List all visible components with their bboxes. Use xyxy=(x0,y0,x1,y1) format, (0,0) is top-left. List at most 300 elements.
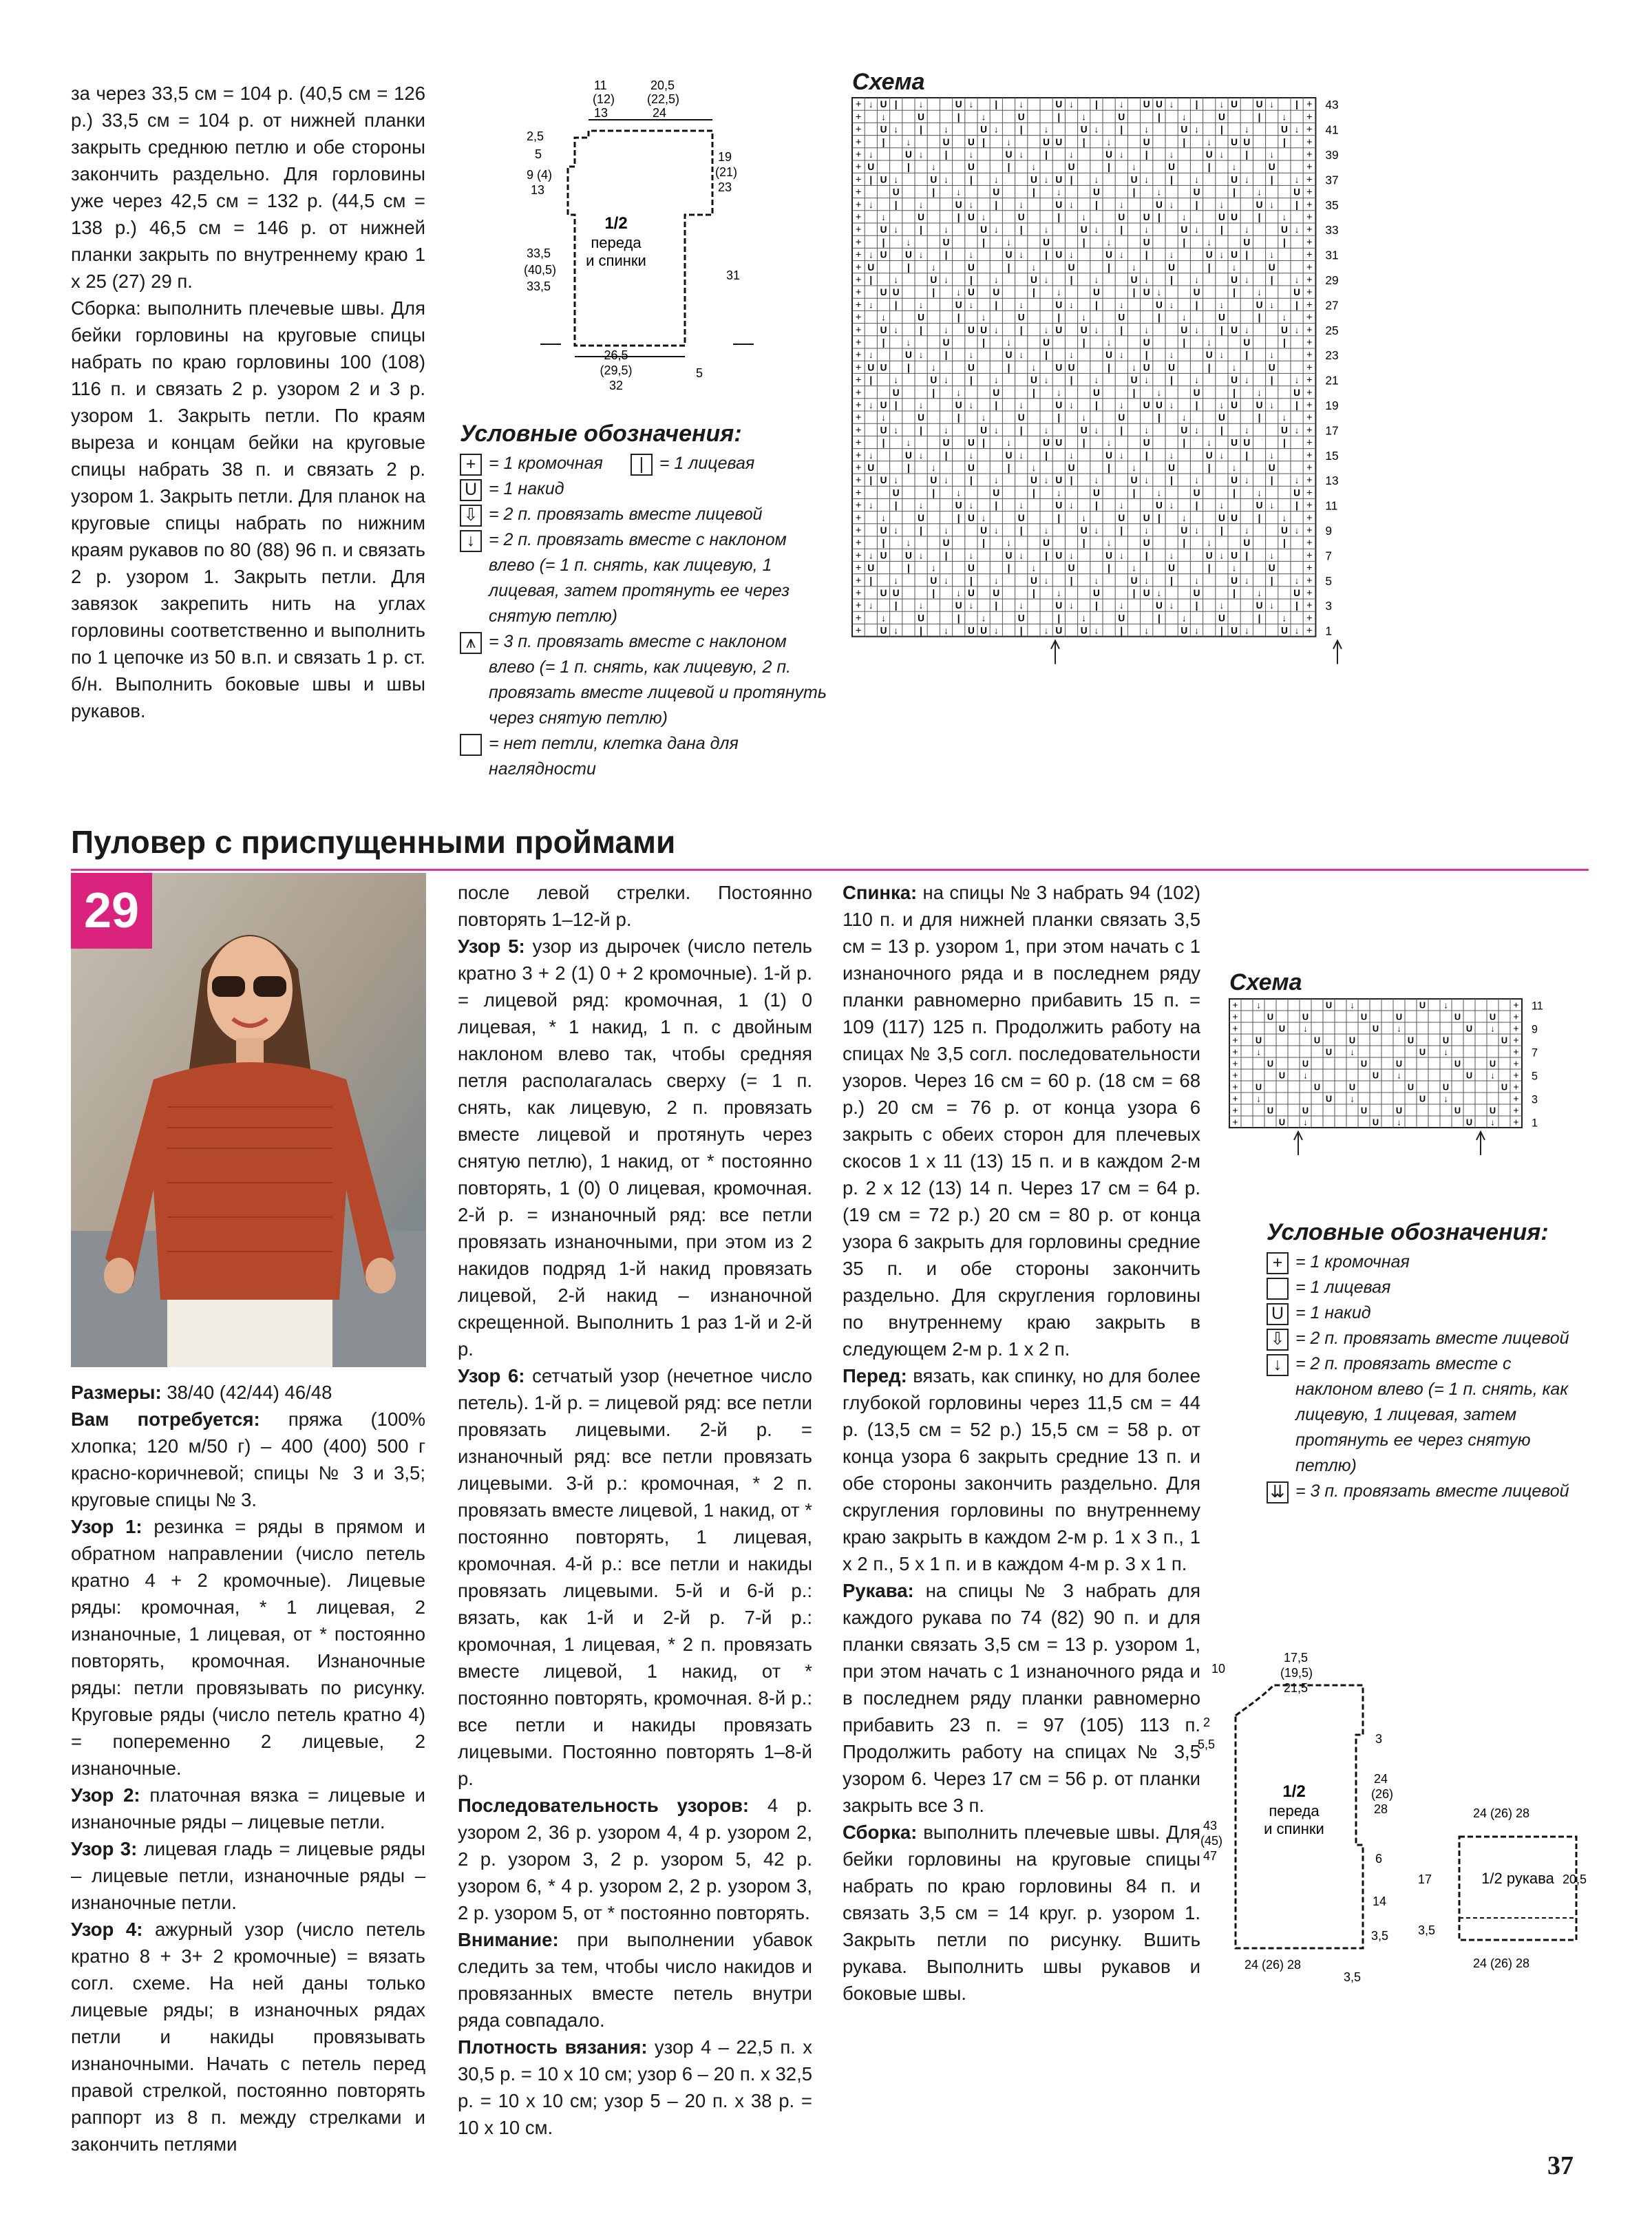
stitch-symbol: U xyxy=(1231,174,1238,185)
stitch-symbol: ↓ xyxy=(1094,525,1099,536)
stitch-symbol: U xyxy=(904,450,912,461)
stitch-symbol: ↓ xyxy=(931,562,936,573)
stitch-symbol: ↓ xyxy=(1056,487,1061,498)
stitch-symbol: | xyxy=(1245,550,1249,561)
dim-label: 24 xyxy=(1374,1772,1388,1786)
stitch-symbol: | xyxy=(1295,500,1299,511)
stitch-symbol: | xyxy=(1282,136,1286,147)
piece-label: переда xyxy=(1269,1802,1320,1819)
stitch-symbol: | xyxy=(1258,613,1261,624)
stitch-symbol: ↓ xyxy=(931,262,936,273)
stitch-symbol: ↓ xyxy=(944,124,949,135)
edge-stitch-symbol: + xyxy=(855,500,862,511)
legend-text: = 1 кромочная xyxy=(1295,1252,1410,1271)
stitch-symbol: U xyxy=(1231,249,1238,260)
stitch-symbol: | xyxy=(1258,512,1261,523)
stitch-symbol: ↓ xyxy=(944,525,949,536)
stitch-symbol: U xyxy=(1231,399,1238,410)
stitch-symbol: U xyxy=(1193,287,1200,298)
stitch-symbol: ↓ xyxy=(1069,399,1074,410)
stitch-symbol: U xyxy=(993,387,1000,398)
stitch-symbol: U xyxy=(1168,362,1176,373)
edge-stitch-symbol: + xyxy=(1513,1023,1519,1034)
stitch-symbol: U xyxy=(967,362,975,373)
stitch-symbol: ↓ xyxy=(1081,211,1087,222)
dim-label: 21,5 xyxy=(1284,1681,1309,1695)
edge-stitch-symbol: + xyxy=(1306,237,1313,249)
stitch-symbol: | xyxy=(932,287,935,298)
dim-label: 43 xyxy=(1203,1819,1218,1833)
stitch-symbol: | xyxy=(1057,211,1061,222)
dim-label: 20,5 xyxy=(1563,1872,1587,1886)
stitch-symbol: U xyxy=(1043,237,1050,248)
stitch-symbol: ↓ xyxy=(944,274,949,285)
stitch-symbol: U xyxy=(1231,99,1238,110)
dim-label: 5,5 xyxy=(1198,1738,1216,1751)
stitch-symbol: | xyxy=(1082,136,1086,147)
stitch-symbol: ↓ xyxy=(893,475,899,486)
stitch-symbol: U xyxy=(1030,174,1037,185)
stitch-symbol: ↓ xyxy=(1081,312,1087,323)
stitch-symbol: U xyxy=(993,187,1000,198)
stitch-symbol: | xyxy=(1145,550,1148,561)
stitch-symbol: U xyxy=(1180,525,1188,536)
stitch-symbol: ↓ xyxy=(918,550,924,561)
stitch-symbol: U xyxy=(1143,399,1150,410)
edge-stitch-symbol: + xyxy=(855,538,862,549)
edge-stitch-symbol: + xyxy=(1306,425,1313,436)
stitch-symbol: U xyxy=(1255,1081,1262,1093)
edge-stitch-symbol: + xyxy=(855,299,862,311)
stitch-symbol: | xyxy=(907,162,910,173)
paragraph-body: выполнить плечевые швы. Для бейки горловины на круговые спицы набрать по краю горловины 84 п. и связать 3,5 см = 14 круг. р. узором 1. Закрыть петли по рисунку. Вшить рукава. Выполнить швы рукавов и боковые швы. xyxy=(843,1822,1200,2004)
dim-label: 32 xyxy=(608,379,624,392)
row-number: 9 xyxy=(1532,1023,1538,1036)
edge-stitch-icon: + xyxy=(1267,1252,1289,1274)
legend-text: = 3 п. провязать вместе с наклоном влево (= 1 п. снять, как лицевую, 2 п. провязать вместе лицевой и протянуть через снятую петлю) xyxy=(489,632,827,728)
stitch-symbol: ↓ xyxy=(1231,362,1237,373)
stitch-symbol: U xyxy=(1143,538,1150,549)
stitch-symbol: ↓ xyxy=(1269,99,1275,110)
stitch-symbol: U xyxy=(1017,312,1025,323)
stitch-symbol: U xyxy=(967,162,975,173)
dim-label: 10 xyxy=(1211,1662,1226,1676)
stitch-symbol: ↓ xyxy=(1269,299,1275,310)
knit-icon: | xyxy=(631,454,653,476)
stitch-symbol: ↓ xyxy=(1069,350,1074,361)
stitch-symbol: U xyxy=(1501,1035,1508,1046)
stitch-symbol: ↓ xyxy=(993,224,999,235)
stitch-symbol: | xyxy=(982,136,986,147)
stitch-symbol: ↓ xyxy=(1169,600,1174,611)
edge-stitch-symbol: + xyxy=(1306,587,1313,599)
stitch-symbol: U xyxy=(1256,199,1263,210)
stitch-symbol: ↓ xyxy=(944,324,949,335)
stitch-symbol: U xyxy=(1231,136,1238,147)
dim-label: 2 xyxy=(1203,1716,1211,1729)
chart-bottom-grid xyxy=(1229,999,1587,1157)
stitch-symbol: | xyxy=(1108,562,1111,573)
row-number: 27 xyxy=(1325,298,1339,313)
dim-label: 26,5 xyxy=(604,348,628,362)
stitch-symbol: ↓ xyxy=(993,124,999,135)
dim-label: 14 xyxy=(1373,1895,1387,1908)
stitch-symbol: U xyxy=(955,500,962,511)
stitch-symbol: ↓ xyxy=(881,613,886,624)
edge-stitch-symbol: + xyxy=(855,550,862,562)
pattern-number-badge: 29 xyxy=(71,873,152,949)
paragraph-lead: Плотность вязания: xyxy=(458,2036,648,2058)
stitch-symbol: U xyxy=(1280,324,1288,335)
stitch-symbol: | xyxy=(957,312,960,323)
edge-stitch-symbol: + xyxy=(855,174,862,186)
stitch-symbol: ↓ xyxy=(1019,149,1024,160)
stitch-symbol: U xyxy=(1256,399,1263,410)
stitch-symbol: ↓ xyxy=(1069,550,1074,561)
stitch-symbol: ↓ xyxy=(1044,324,1049,335)
stitch-symbol: | xyxy=(1157,112,1161,123)
stitch-symbol: | xyxy=(1082,437,1086,448)
text-column-left xyxy=(71,1379,425,2157)
row-number: 11 xyxy=(1325,498,1338,513)
dim-label: 33,5 xyxy=(527,246,551,260)
stitch-symbol: ↓ xyxy=(1294,224,1300,235)
stitch-symbol: U xyxy=(1130,174,1138,185)
row-number: 33 xyxy=(1325,223,1339,238)
stitch-symbol: | xyxy=(907,262,910,273)
stitch-symbol: ↓ xyxy=(1006,437,1011,448)
edge-stitch-symbol: + xyxy=(1513,1011,1519,1022)
stitch-symbol: | xyxy=(907,562,910,573)
ssk-icon: ↓ xyxy=(1267,1354,1289,1376)
stitch-symbol: U xyxy=(1180,425,1188,436)
stitch-symbol: U xyxy=(1168,162,1176,173)
stitch-symbol: ↓ xyxy=(1490,1117,1495,1128)
stitch-symbol: U xyxy=(880,525,887,536)
stitch-symbol: ↓ xyxy=(981,613,986,624)
stitch-symbol: | xyxy=(1019,324,1023,335)
stitch-symbol: U xyxy=(993,287,1000,298)
paragraph-body: вязать, как спинку, но для более глубокой горловины через 11,5 см = 44 р. (13,5 см = 52 р.) 15,5 см = 58 р. от конца узора 6 закрыть средние 13 п. и обе стороны закончить раздельно. Для скругления горловины по внутреннему краю закрыть в каждом 2-м р. 1 х 3 п., 1 х 2 п., 5 х 1 п. и в каждом 4-м р. 3 х 1 п. xyxy=(843,1365,1200,1574)
stitch-symbol: | xyxy=(995,199,998,210)
stitch-symbol: ↓ xyxy=(1269,450,1275,461)
stitch-symbol: | xyxy=(907,362,910,373)
stitch-symbol: U xyxy=(1055,99,1063,110)
stitch-symbol: ↓ xyxy=(1169,299,1174,310)
stitch-symbol: U xyxy=(1043,337,1050,348)
stitch-symbol: | xyxy=(944,149,948,160)
paragraph-lead: Последовательность узоров: xyxy=(458,1795,750,1816)
stitch-symbol: ↓ xyxy=(993,625,999,636)
stitch-symbol: | xyxy=(944,249,948,260)
schematic-half-front-back xyxy=(506,77,767,408)
stitch-symbol: ↓ xyxy=(1156,487,1162,498)
paragraph xyxy=(458,1792,812,1926)
row-number: 23 xyxy=(1325,348,1339,363)
legend-text: = нет петли, клетка дана для наглядности xyxy=(489,734,739,779)
edge-stitch-symbol: + xyxy=(1513,1105,1519,1116)
stitch-symbol: | xyxy=(1295,99,1299,110)
stitch-symbol: ↓ xyxy=(1350,1093,1355,1104)
edge-stitch-symbol: + xyxy=(855,249,862,261)
stitch-symbol: ↓ xyxy=(918,600,924,611)
stitch-symbol: ↓ xyxy=(1069,199,1074,210)
stitch-symbol: ↓ xyxy=(1303,1023,1308,1034)
stitch-symbol: ↓ xyxy=(1144,274,1150,285)
stitch-symbol: ↓ xyxy=(1244,224,1249,235)
paragraph-lead: Рукава: xyxy=(843,1580,914,1601)
stitch-symbol: ↓ xyxy=(1244,425,1249,436)
stitch-symbol: U xyxy=(1325,1093,1333,1104)
stitch-symbol: U xyxy=(1005,149,1013,160)
edge-stitch-symbol: + xyxy=(1232,1105,1238,1116)
edge-stitch-symbol: + xyxy=(1306,374,1313,386)
edge-stitch-symbol: + xyxy=(1232,1070,1238,1081)
row-number: 31 xyxy=(1325,248,1339,262)
stitch-symbol: ↓ xyxy=(1019,600,1024,611)
stitch-symbol: U xyxy=(867,562,875,573)
dim-label: 3,5 xyxy=(1418,1923,1436,1937)
stitch-symbol: U xyxy=(1055,550,1063,561)
paragraph-body: узор из дырочек (число петель кратно 3 + 2 (1) 0 + 2 кромочные). 1-й р. = лицевой ряд: кромочная, 1 (1) 0 лицевая, * 1 накид, 1 п. с двойным наклоном влево так, чтобы средняя петля располагалась сверху (= 1 п. снять, как лицевую, 2 п. провязать вместе лицевой и протянуть через снятую петлю), 1 накид, от * постоянно повторять, 1 (0) 0 лицевая, кромочная. 2-й р. = изнаночный ряд: все петли провязать изнаночными, при этом из 2 накидов подряд 1-й накид провязать лицевой, 2-й накид – изнаночной скрещенной. Выполнить 1 раз 1-й и 2-й р. xyxy=(458,936,812,1360)
stitch-symbol: U xyxy=(1118,112,1125,123)
stitch-symbol: U xyxy=(892,387,900,398)
edge-stitch-symbol: + xyxy=(855,187,862,198)
stitch-symbol: U xyxy=(1168,462,1176,473)
stitch-symbol: ↓ xyxy=(1194,324,1199,335)
stitch-symbol: ↓ xyxy=(1044,174,1049,185)
stitch-symbol: ↓ xyxy=(1244,625,1249,636)
legend-text: = 1 накид xyxy=(489,479,564,498)
stitch-symbol: U xyxy=(880,625,887,636)
stitch-symbol: | xyxy=(1007,462,1010,473)
stitch-symbol: | xyxy=(1007,562,1010,573)
paragraph-lead: Внимание: xyxy=(458,1929,559,1950)
stitch-symbol: | xyxy=(882,136,885,147)
stitch-symbol: U xyxy=(980,224,988,235)
stitch-symbol: | xyxy=(1258,412,1261,423)
dim-label: 3 xyxy=(1375,1732,1383,1746)
stitch-symbol: | xyxy=(1270,475,1273,486)
stitch-symbol: | xyxy=(869,174,873,185)
paragraph-lead: Узор 4: xyxy=(71,1919,143,1940)
stitch-symbol: ↓ xyxy=(1207,237,1212,248)
stitch-symbol: U xyxy=(942,538,950,549)
stitch-symbol: U xyxy=(1193,487,1200,498)
edge-stitch-symbol: + xyxy=(1306,136,1313,148)
stitch-symbol: U xyxy=(1454,1011,1461,1022)
stitch-symbol: U xyxy=(1501,1081,1508,1093)
stitch-symbol: ↓ xyxy=(906,437,911,448)
stitch-symbol: ↓ xyxy=(1194,425,1199,436)
stitch-symbol: ↓ xyxy=(944,575,949,586)
edge-stitch-symbol: + xyxy=(855,374,862,386)
dim-label: 9 (4) xyxy=(527,168,553,182)
edge-stitch-symbol: + xyxy=(1306,512,1313,524)
stitch-symbol: | xyxy=(1082,337,1086,348)
edge-stitch-symbol: + xyxy=(855,450,862,461)
edge-stitch-symbol: + xyxy=(1232,1093,1238,1104)
stitch-symbol: ↓ xyxy=(1019,350,1024,361)
stitch-symbol: ↓ xyxy=(1169,450,1174,461)
stitch-symbol: | xyxy=(894,299,898,310)
stitch-symbol: U xyxy=(1280,124,1288,135)
edge-stitch-icon: + xyxy=(460,454,482,476)
edge-stitch-symbol: + xyxy=(1513,1035,1519,1046)
stitch-symbol: | xyxy=(957,613,960,624)
stitch-symbol: | xyxy=(1070,174,1073,185)
stitch-symbol: | xyxy=(894,199,898,210)
stitch-symbol: ↓ xyxy=(1006,136,1011,147)
stitch-symbol: U xyxy=(1348,1081,1356,1093)
row-number: 41 xyxy=(1325,123,1339,137)
paragraph-lead: Вам потребуется: xyxy=(71,1408,260,1430)
stitch-symbol: ↓ xyxy=(1081,412,1087,423)
stitch-symbol: | xyxy=(1057,613,1061,624)
paragraph xyxy=(71,1835,425,1916)
stitch-symbol: U xyxy=(1130,575,1138,586)
paragraph-lead: Узор 5: xyxy=(458,936,525,957)
edge-stitch-symbol: + xyxy=(855,136,862,148)
stitch-symbol: U xyxy=(880,587,887,598)
edge-stitch-symbol: + xyxy=(1306,475,1313,487)
stitch-symbol: U xyxy=(955,399,962,410)
row-number: 19 xyxy=(1325,398,1339,412)
stitch-symbol: ↓ xyxy=(931,162,936,173)
stitch-symbol: ↓ xyxy=(868,550,873,561)
stitch-symbol: U xyxy=(1218,512,1225,523)
stitch-symbol: U xyxy=(980,525,988,536)
stitch-symbol: U xyxy=(1105,550,1113,561)
stitch-symbol: U xyxy=(1231,274,1238,285)
dim-label: (26) xyxy=(1371,1787,1394,1801)
edge-stitch-symbol: + xyxy=(1306,399,1313,411)
edge-stitch-symbol: + xyxy=(1513,1117,1519,1128)
stitch-symbol: | xyxy=(1019,425,1023,436)
stitch-symbol: ↓ xyxy=(1094,224,1099,235)
stitch-symbol: ↓ xyxy=(1443,1093,1448,1104)
stitch-symbol: ↓ xyxy=(968,550,974,561)
stitch-symbol: ↓ xyxy=(1257,187,1262,198)
stitch-symbol: ↓ xyxy=(1144,575,1150,586)
stitch-symbol: | xyxy=(1258,112,1261,123)
dim-label: 24 (26) 28 xyxy=(1473,1806,1530,1820)
stitch-symbol: | xyxy=(969,475,973,486)
row-number: 39 xyxy=(1325,147,1339,162)
stitch-symbol: ↓ xyxy=(1181,211,1187,222)
stitch-symbol: U xyxy=(1193,187,1200,198)
stitch-symbol: ↓ xyxy=(868,299,873,310)
stitch-symbol: | xyxy=(1207,462,1211,473)
stitch-symbol: | xyxy=(1120,425,1123,436)
stitch-symbol: ↓ xyxy=(1156,287,1162,298)
stitch-symbol: | xyxy=(920,324,923,335)
stitch-symbol: U xyxy=(1055,249,1063,260)
row-number: 37 xyxy=(1325,173,1339,187)
legend-text: = 2 п. провязать вместе лицевой xyxy=(1295,1329,1569,1348)
stitch-symbol: | xyxy=(1032,287,1035,298)
stitch-symbol: U xyxy=(1055,399,1063,410)
stitch-symbol: ↓ xyxy=(1156,387,1162,398)
stitch-symbol: U xyxy=(1231,374,1238,386)
stitch-symbol: ↓ xyxy=(1303,1070,1308,1081)
stitch-symbol: | xyxy=(1195,299,1198,310)
stitch-symbol: U xyxy=(1231,575,1238,586)
edge-stitch-symbol: + xyxy=(1306,412,1313,424)
stitch-symbol: U xyxy=(1267,1105,1274,1116)
stitch-symbol: U xyxy=(1205,550,1213,561)
stitch-symbol: U xyxy=(1205,350,1213,361)
stitch-symbol: U xyxy=(1280,224,1288,235)
stitch-symbol: U xyxy=(1231,437,1238,448)
stitch-symbol: ↓ xyxy=(993,274,999,285)
stitch-symbol: ↓ xyxy=(1397,1070,1401,1081)
stitch-symbol: | xyxy=(982,337,986,348)
stitch-symbol: ↓ xyxy=(1094,625,1099,636)
stitch-symbol: ↓ xyxy=(956,187,962,198)
stitch-symbol: | xyxy=(1094,99,1098,110)
stitch-symbol: ↓ xyxy=(968,199,974,210)
stitch-symbol: U xyxy=(993,587,1000,598)
paragraph-body: узор 4 – 22,5 п. х 30,5 р. = 10 х 10 см; узор 6 – 20 п. х 32,5 р. = 10 х 10 см; узор 5 – 20 п. х 38 р. = 10 х 10 см. xyxy=(458,2036,813,2138)
stitch-symbol: | xyxy=(1108,362,1111,373)
stitch-symbol: U xyxy=(1055,625,1063,636)
edge-stitch-symbol: + xyxy=(1306,500,1313,511)
stitch-symbol: ↓ xyxy=(993,324,999,335)
stitch-symbol: | xyxy=(1270,174,1273,185)
stitch-symbol: U xyxy=(1278,1117,1286,1128)
chart-top-title: Схема xyxy=(852,69,925,95)
stitch-symbol: ↓ xyxy=(1282,512,1287,523)
stitch-symbol: U xyxy=(892,187,900,198)
stitch-symbol: ↓ xyxy=(956,587,962,598)
stitch-symbol: ↓ xyxy=(968,249,974,260)
stitch-symbol: U xyxy=(867,262,875,273)
stitch-symbol: | xyxy=(920,525,923,536)
stitch-symbol: U xyxy=(993,487,1000,498)
stitch-symbol: U xyxy=(1256,99,1263,110)
stitch-symbol: ↓ xyxy=(1219,249,1225,260)
stitch-symbol: ↓ xyxy=(881,512,886,523)
stitch-symbol: | xyxy=(932,387,935,398)
stitch-symbol: ↓ xyxy=(1169,99,1174,110)
stitch-symbol: ↓ xyxy=(1144,625,1150,636)
dim-label: 2,5 xyxy=(527,129,544,143)
stitch-symbol: U xyxy=(1360,1058,1368,1069)
edge-stitch-symbol: + xyxy=(855,324,862,336)
stitch-symbol: | xyxy=(1282,337,1286,348)
edge-stitch-symbol: + xyxy=(1513,1046,1519,1057)
stitch-symbol: ↓ xyxy=(893,425,899,436)
stitch-symbol: | xyxy=(982,237,986,248)
stitch-symbol: ↓ xyxy=(1169,199,1174,210)
stitch-symbol: | xyxy=(1220,525,1223,536)
stitch-symbol: U xyxy=(1068,362,1075,373)
stitch-symbol: U xyxy=(1092,287,1100,298)
stitch-symbol: ↓ xyxy=(1219,399,1225,410)
stitch-symbol: U xyxy=(1055,324,1063,335)
dim-label: (12) xyxy=(593,92,615,106)
stitch-symbol: U xyxy=(1348,1035,1356,1046)
stitch-symbol: | xyxy=(1295,299,1299,310)
row-number: 11 xyxy=(1532,1000,1543,1013)
stitch-symbol: U xyxy=(1293,287,1301,298)
stitch-symbol: | xyxy=(907,462,910,473)
dim-label: 3,5 xyxy=(1344,1970,1362,1984)
paragraph: за через 33,5 см = 104 р. (40,5 см = 126 р.) 33,5 см = 104 р. от нижней планки закрыть среднюю петлю и обе стороны закончить раздельно. Для горловины уже через 42,5 см = 132 р. (44,5 см = 138 р.) 46,5 см = 146 р. от нижней планки закрыть по внутреннему краю 1 х 25 (27) 29 п. xyxy=(71,83,425,292)
stitch-symbol: U xyxy=(1055,136,1063,147)
stitch-symbol: | xyxy=(995,399,998,410)
